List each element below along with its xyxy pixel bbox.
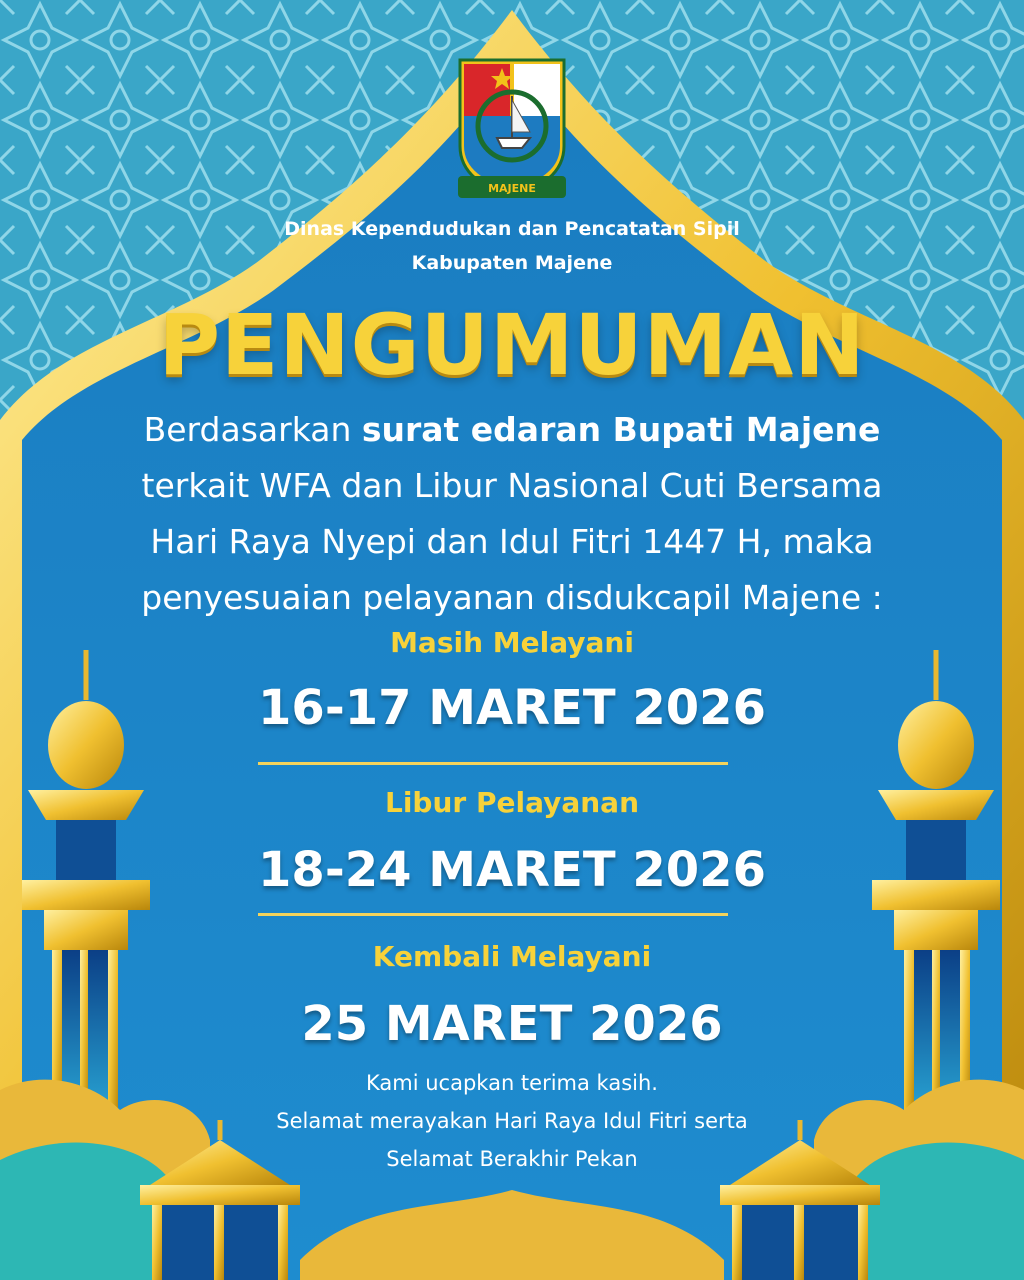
announcement-title: PENGUMUMAN xyxy=(158,296,866,394)
logo-text: MAJENE xyxy=(488,182,536,195)
schedule-label-still-serving: Masih Melayani xyxy=(390,626,634,659)
divider xyxy=(258,762,728,765)
body-part2: terkait WFA dan Libur Nasional Cuti Bersama Hari Raya Nyepi dan Idul Fitri 1447 H, maka penyesuaian pelayanan disdukcapil Majene : xyxy=(141,466,883,617)
closing-greeting: Selamat merayakan Hari Raya Idul Fitri serta xyxy=(276,1109,748,1133)
majene-emblem-logo xyxy=(452,56,572,206)
announcement-body xyxy=(110,402,914,626)
schedule-label-service-holiday: Libur Pelayanan xyxy=(384,786,640,819)
closing-thanks: Kami ucapkan terima kasih. xyxy=(366,1071,658,1095)
closing-weekend: Selamat Berakhir Pekan xyxy=(386,1147,638,1171)
divider xyxy=(258,913,728,916)
schedule-date-resume-serving: 25 MARET 2026 xyxy=(301,996,723,1052)
body-bold-text: surat edaran Bupati Majene xyxy=(361,410,881,449)
schedule-label-resume-serving: Kembali Melayani xyxy=(372,940,652,973)
body-part1: Berdasarkan xyxy=(143,410,362,449)
schedule-date-still-serving: 16-17 MARET 2026 xyxy=(258,680,766,736)
organization-name: Dinas Kependudukan dan Pencatatan Sipil xyxy=(284,218,740,240)
schedule-date-service-holiday: 18-24 MARET 2026 xyxy=(258,842,766,898)
organization-region: Kabupaten Majene xyxy=(411,252,613,274)
